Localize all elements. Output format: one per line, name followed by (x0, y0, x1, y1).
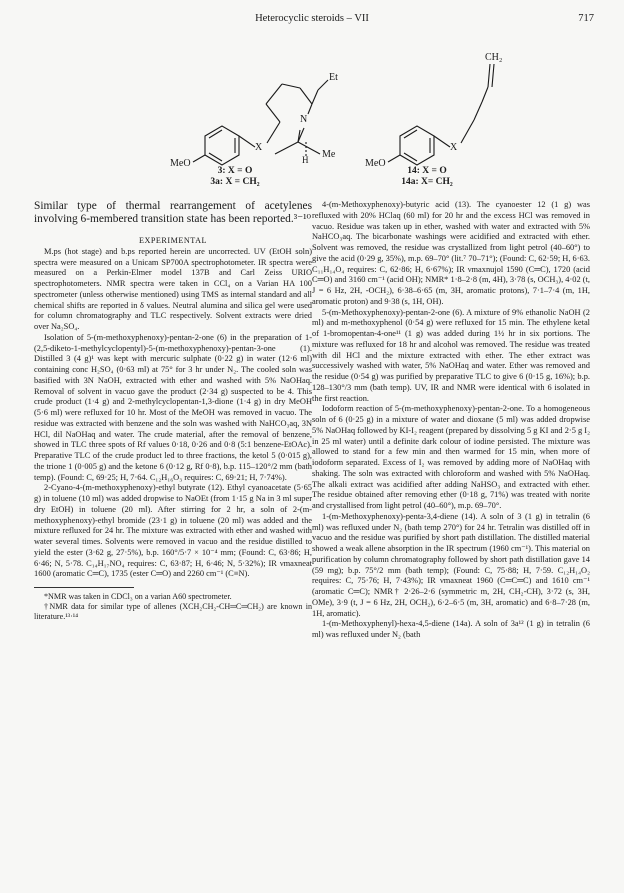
methoxy-label-right: MeO (365, 158, 386, 169)
caption-line: 3: X = O (217, 166, 253, 176)
intro-paragraph: Similar type of thermal rearrangement of acetylenes involving 6-membered transition state has been reported.³⁻¹⁰ (34, 200, 312, 225)
left-column (34, 200, 312, 622)
methoxy-label-left: MeO (170, 158, 191, 169)
body-paragraph: 1-(m-Methoxyphenyl)-hexa-4,5-diene (14a). A soln of 3a¹² (1 g) in tetralin (6 ml) was refluxed under N₂ (bath (312, 619, 590, 639)
page-number: 717 (578, 13, 594, 24)
body-paragraph: Isolation of 5-(m-methoxyphenoxy)-pentan-2-one (6) in the preparation of 1-(2,5-diketo-1-methylcyclopentyl)-5-(m-methoxyphenoxy)-pentan-3-one (1). Distilled 3 (4 g)¹ was kept with mercuric sulphate (0·22 g) in water (12·6 ml) containing conc H₂SO₄ (0·63 ml) at 75° for 3 hr under N₂. The cooled soln was basified with 3N NaOH, extracted with ether and washed with 5% NaOHaq. Removal of solvent in vacuo gave the product (2·34 g) suspected to be 4. This crude product (1·4 g) and 2-methylcyclopentan-1,3-dione (1·4 g) in dry MeOH (5·6 ml) were refluxed for 10 hr. Most of the MeOH was removed in vacuo. The residue was extracted with benzene and the soln was washed with NaHCO₃aq, 3N HCl, dil NaOHaq and water. The crude material, after the removal of benzene, showed in TLC three spots of Rf values 0·18, 0·26 and 0·8 (5:1 benzene-EtOAc). Preparative TLC of the crude product led to three fractions, the ketol 5 (0·015 g), the trione 1 (0·005 g) and the ketone 6 (0·12 g, Rf 0·8), b.p. 115–120°/2 mm (bath temp). (Found: C, 69·25; H, 7·64. C₁₂H₁₆O₃ requires: C, 69·21; H, 7·74%). (34, 332, 312, 482)
x-label-right: X (450, 142, 458, 153)
structure-drawings (0, 32, 624, 192)
et-label: Et (329, 72, 338, 83)
running-head (0, 13, 624, 27)
body-paragraph: M.ps (hot stage) and b.ps reported herein are uncorrected. UV (EtOH soln) spectra were measured on a Unicam SP700A spectrophotometer. IR spectra were measured on a Perkin-Elmer model 137B and Carl Zeiss URIO spectrophotometers. NMR spectra were taken in CCl₄ on a Varian HA 100 spectrometer (unless otherwise mentioned) using TMS as internal standard and all chemical shifts are reported in δ values. Neutral alumina and silica gel were used for column chromatography and TLC respectively. Solvent extracts were dried over Na₂SO₄. (34, 246, 312, 331)
body-paragraph: 4-(m-Methoxyphenoxy)-butyric acid (13). The cyanoester 12 (1 g) was refluxed with 20% HClaq (60 ml) for 20 hr and the excess HCl was removed in vacuo. Residue was taken up in ether, washed with water and extracted with 5% NaHCO₃aq. The bicarbonate washings were acidified and extracted with ether. Solvent was removed, the residue was crystallized from light petrol (40–60°) to give the acid (0·29 g, 35%), m.p. 69–70° (lit.⁷ 70–71°); (Found: C, 62·59; H, 6·63. C₁₁H₁₄O₄ requires: C, 62·86; H, 6·67%); IR νmaxnujol 1590 (C═C), 1720 (acid C═O) and 3160 cm⁻¹ (acid OH); NMR* 1·8–2·8 (m, 4H), 3·78 (s, OCH₃), 4·02 (t, J = 6 Hz, 2H, -OCH₂), 6·38–6·65 (m, 3H, aromatic protons), 7·1–7·4 (m, 1H, aromatic proton) and 9·38 (s, 1H, OH). (312, 200, 590, 306)
section-heading: EXPERIMENTAL (138, 236, 208, 245)
n-label: N (300, 114, 308, 125)
body-paragraph: 2-Cyano-4-(m-methoxyphenoxy)-ethyl butyrate (12). Ethyl cyanoacetate (5·65 g) in toluene (10 ml) was added dropwise to NaOEt (from 1·15 g Na in 3 ml super dry EtOH) in toluene (20 ml). After stirring for 2 hr, a soln of 2-(m-methoxyphenoxy)-ethyl bromide (23·1 g) in toluene (20 ml) was added and the mixture refluxed for 24 hr. The mixture was extracted with ether and washed with water several times. Solvents were removed in vacuo and the residue distilled to yield the ester (3·62 g, 27·5%), b.p. 160°/5·7 × 10⁻⁴ mm; (Found: C, 63·86; H, 6·46; N, 5·78. C₁₄H₁₇NO₄ requires: C, 63·87; H, 6·46; N, 5·32%); IR νmaxneat 1600 (aromatic C═C), 1735 (ester C═O) and 2260 cm⁻¹ (C≡N). (34, 483, 312, 579)
ch2-label: CH₂ (485, 52, 503, 63)
left-structure-caption (180, 166, 290, 188)
running-title: Heterocyclic steroids – VII (255, 13, 369, 24)
structure-figure (0, 32, 624, 192)
right-structure-caption (372, 166, 482, 188)
me-label: Me (322, 149, 336, 160)
right-structure (388, 64, 494, 165)
caption-line: 14a: X= CH₂ (401, 177, 453, 187)
h-label: H (302, 155, 309, 165)
footnote-rule (34, 587, 134, 588)
caption-line: 14: X = O (407, 166, 447, 176)
footnote: †NMR data for similar type of allenes (XCH₂CH₂-CH═C═CH₂) are known in literature.¹³·¹⁴ (34, 602, 312, 621)
benzene-ring-right (400, 126, 434, 165)
right-column (312, 200, 590, 641)
footnote: *NMR was taken in CDCl₃ on a varian A60 spectrometer. (44, 592, 232, 601)
body-paragraph: Iodoform reaction of 5-(m-methoxyphenoxy)-pentan-2-one. To a homogeneous soln of 6 (0·25 g) in a mixture of water and dioxane (5 ml) was added dropwise 5% NaOHaq followed by KI-I₂ reagent (prepared by dissolving 5 g KI and 2·5 g I₂ in 25 ml water) until a definite dark colour of iodine persisted. The mixture was allowed to stand for a few min and then warmed for 15 min, when more of iodoform separated. Excess of I₂ was removed by adding more of NaOHaq with shaking. The soln was extracted with chloroform and washed with 5% NaOHaq. The alkali extract was acidified after adding NaHSO₃ and extracted with ether. The residue obtained after removing ether (0·18 g, 71%) was treated with norite and crystallised from light petrol (40–60°), m.p. 69–70°. (312, 404, 590, 510)
body-paragraph: 5-(m-Methoxyphenoxy)-pentan-2-one (6). A mixture of 9% ethanolic NaOH (2 ml) and m-methoxyphenol (0·54 g) were refluxed for 15 min. The ethylene ketal of 1-bromopentan-4-one¹¹ (1 g) was added during 1½ hr in six portions. The mixture was refluxed for 18 hr and alcohol was removed. The residue was treated with dil HCl and the mixture extracted with ether. The ether extract was successively washed with water, 5% NaOHaq and water. Ether was removed and the residue (0·54 g) was purified by preparative TLC to give 6 (0·15 g, 16%); b.p. 128–130°/3 mm (bath temp). UV, IR and NMR were identical with 6 isolated in the first reaction. (312, 307, 590, 403)
benzene-ring-left (205, 126, 239, 165)
caption-line: 3a: X = CH₂ (210, 177, 260, 187)
x-label-left: X (255, 142, 263, 153)
body-paragraph: 1-(m-Methoxyphenoxy)-penta-3,4-diene (14). A soln of 3 (1 g) in tetralin (6 ml) was refluxed under N₂ (bath temp 270°) for 24 hr. Tetralin was distilled off in vacuo and the residue was purified by short path distillation. The distilled material showed a weak allene absorption in the IR spectrum (1960 cm⁻¹). This material on purification by column chromatography followed by short path distillation gave 14 (59 mg); b.p. 75°/2 mm (bath temp); (Found: C, 75·88; H, 7·59. C₁₂H₁₄O₂ requires: C, 75·76; H, 7·43%); IR νmaxneat 1960 (C═C═C) and 1610 cm⁻¹ (aromatic C═C); NMR† 2·26–2·6 (symmetric m, 2H, CH₂-CH), 3·72 (s, 3H, OMe), 3·9 (t, J = 6 Hz, 2H, OCH₂), 6·2–6·5 (m, 3H, aromatic) and 6·8–7·28 (m, 1H, aromatic). (312, 511, 590, 618)
